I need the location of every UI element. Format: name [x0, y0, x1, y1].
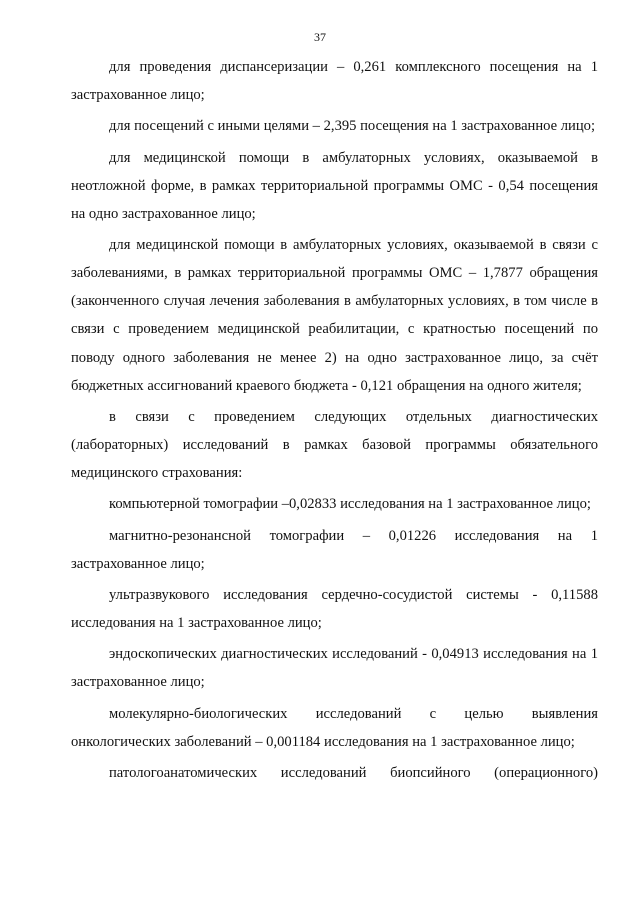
document-body: [71, 53, 598, 790]
paragraph-other-visits: для посещений с иными целями – 2,395 посещения на 1 застрахованное лицо;: [109, 118, 596, 135]
paragraph-diagnostic-intro: в связи с проведением следующих отдельных диагностических (лабораторных) исследований в рамках базовой программы обязательного медицинского страхования:: [71, 408, 598, 482]
page-number: 37: [314, 30, 326, 44]
paragraph-molecular: молекулярно-биологических исследований с целью выявления онкологических заболеваний – 0,001184 исследования на 1 застрахованное лицо;: [71, 705, 598, 750]
paragraph-urgent-care: для медицинской помощи в амбулаторных условиях, оказываемой в неотложной форме, в рамках территориальной программы ОМС - 0,54 посещения на одно застрахованное лицо;: [71, 149, 598, 222]
paragraph-disease-visits: для медицинской помощи в амбулаторных условиях, оказываемой в связи с заболеваниями, в рамках территориальной программы ОМС – 1,7877 обращения (законченного случая лечения заболевания в амбулаторных условиях, в том числе в связи с проведением медицинской реабилитации, с кратностью посещений по поводу одного заболевания не менее 2) на одно застрахованное лицо, за счёт бюджетных ассигнований краевого бюджета - 0,121 обращения на одного жителя;: [71, 237, 598, 394]
paragraph-ultrasound: ультразвукового исследования сердечно-сосудистой системы - 0,11588 исследования на 1 застрахованное лицо;: [71, 587, 598, 632]
paragraph-ct: компьютерной томографии –0,02833 исследования на 1 застрахованное лицо;: [109, 496, 591, 513]
paragraph-mri: магнитно-резонансной томографии – 0,01226 исследования на 1 застрахованное лицо;: [71, 527, 598, 572]
paragraph-endoscopy: эндоскопических диагностических исследований - 0,04913 исследования на 1 застрахованное лицо;: [71, 646, 598, 691]
paragraph-pathology: патологоанатомических исследований биопсийного (операционного): [109, 765, 598, 782]
paragraph-dispensary: для проведения диспансеризации – 0,261 комплексного посещения на 1 застрахованное лицо;: [71, 59, 598, 104]
